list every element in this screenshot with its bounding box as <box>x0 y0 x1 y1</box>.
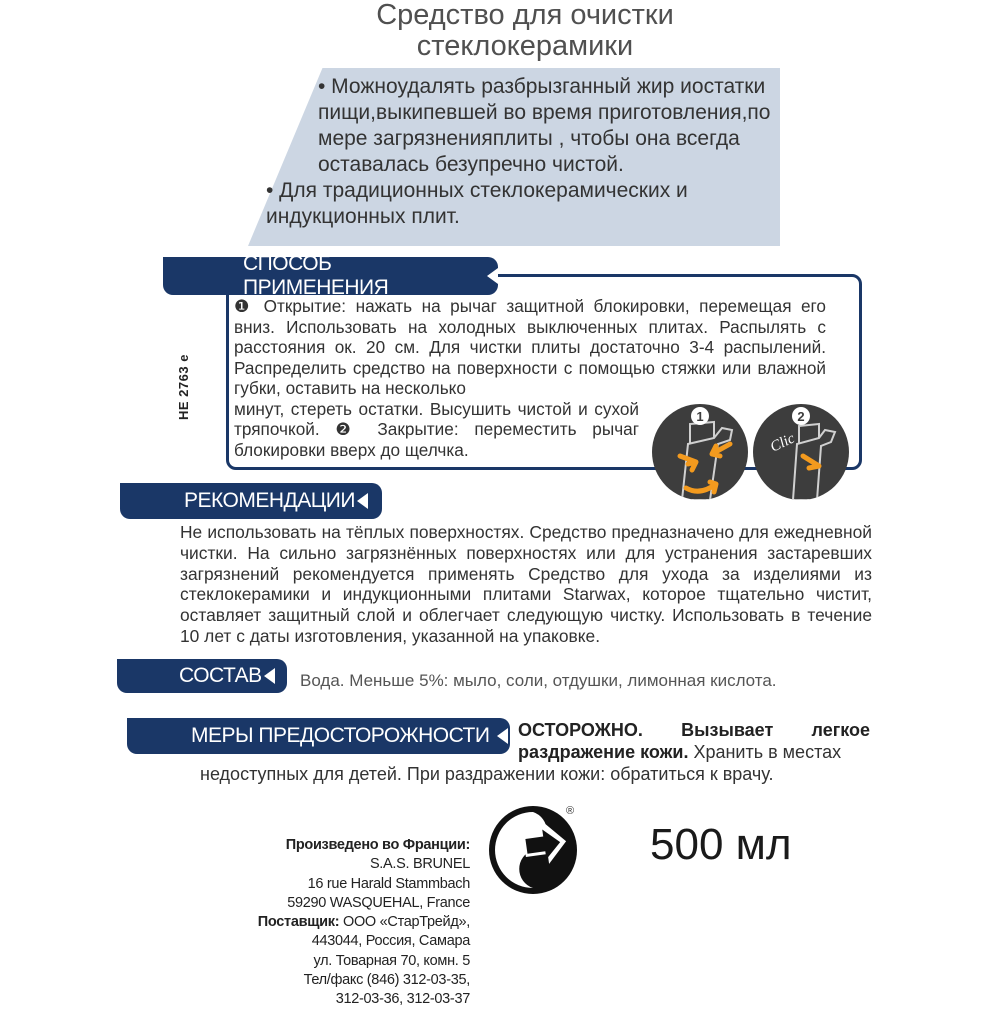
product-title <box>300 0 750 62</box>
precautions-text-1: Хранить в местах <box>693 742 842 762</box>
producer-line-4: 443044, Россия, Самара <box>311 933 470 950</box>
producer-line-6: Тел/факс (846) 312-03-35, <box>303 972 470 989</box>
product-volume: 500 мл <box>650 820 792 869</box>
recommendations-header <box>120 483 382 519</box>
method-header-label: СПОСОБ ПРИМЕНЕНИЯ <box>243 252 389 299</box>
precautions-warning-bold: ОСТОРОЖНО. Вызывает легкое раздражение кожи. <box>518 720 870 762</box>
triangle-left-icon <box>264 668 275 684</box>
supplier-name: ООО «СтарТрейд», <box>342 914 470 931</box>
producer-line-7: 312-03-36, 312-03-37 <box>335 991 470 1008</box>
spray-open-icon <box>652 404 748 500</box>
step-1-illustration <box>652 404 748 500</box>
precautions-header-label: МЕРЫ ПРЕДОСТОРОЖНОСТИ <box>191 724 490 747</box>
producer-line-1: S.A.S. BRUNEL <box>369 856 470 873</box>
triangle-left-icon <box>487 268 498 284</box>
product-code: HE 2763 e <box>176 354 191 420</box>
feature-item-2: • Для традиционных стеклокерамических и индукционных плит. <box>266 179 688 228</box>
features-list <box>256 74 786 230</box>
precautions-warning <box>518 719 870 763</box>
step-1-number: 1 <box>696 409 704 424</box>
triangle-left-icon <box>357 493 368 509</box>
title-line-2: стеклокерамики <box>416 30 634 62</box>
precautions-text-2: недоступных для детей. При раздражении кожи: обратиться к врачу. <box>200 764 774 784</box>
step-2-illustration <box>753 404 849 500</box>
method-text-tail: минут, стереть остатки. Высушить чистой и сухой тряпочкой. ❷ Закрытие: переместить рычаг блокировки вверх до щелчка. <box>234 398 639 460</box>
title-line-1: Средство для очистки <box>376 0 674 31</box>
recommendations-header-label: РЕКОМЕНДАЦИИ <box>184 489 355 512</box>
producer-line-2: 16 rue Harald Stammbach <box>307 875 470 892</box>
method-header <box>163 252 498 299</box>
green-dot-recycle-icon <box>487 804 579 896</box>
producer-line-5: ул. Товарная 70, комн. 5 <box>313 952 470 969</box>
producer-info <box>250 836 470 1010</box>
registered-mark: ® <box>566 805 575 817</box>
made-in-label: Произведено во Франции: <box>285 837 470 853</box>
method-text-main: ❶ Открытие: нажать на рычаг защитной блокировки, перемещая его вниз. Использовать на холодных выключенных плитах. Распылять с расстояния ок. 20 см. Для чистки плиты достаточно 3-4 распылений. Распределить средство на поверхности с помощью стяжки или влажной губки, оставить на несколько <box>234 296 826 398</box>
composition-header <box>117 659 287 693</box>
step-2-clic-label: Clic <box>767 430 798 456</box>
producer-line-3: 59290 WASQUEHAL, France <box>287 894 470 911</box>
composition-text: Вода. Меньше 5%: мыло, соли, отдушки, лимонная кислота. <box>300 671 777 690</box>
triangle-left-icon <box>497 728 508 744</box>
recommendations-text <box>180 522 872 647</box>
spray-click-icon <box>753 404 849 500</box>
feature-item-1: • Можноудалять разбрызганный жир иостатки пищи,выкипевшей во время приготовления,по мере загрязненияплиты , чтобы она всегда оставалась безупречно чистой. <box>318 75 771 176</box>
composition-header-label: СОСТАВ <box>179 664 262 687</box>
precautions-header <box>127 718 510 754</box>
recommendations-paragraph: Не использовать на тёплых поверхностях. Средство предназначено для ежедневной чистки. На сильно загрязнённых поверхностях или для устранения застаревших загрязнений рекомендуется применять Средство для ухода за изделиями из стеклокерамики и индукционными плитами Starwax, которое тщательно чистит, оставляет защитный слой и облегчает следующую чистку. Использовать в течение 10 лет с даты изготовления, указанной на упаковке. <box>180 522 872 646</box>
step-2-number: 2 <box>797 409 805 424</box>
supplier-label: Поставщик: <box>257 914 340 931</box>
